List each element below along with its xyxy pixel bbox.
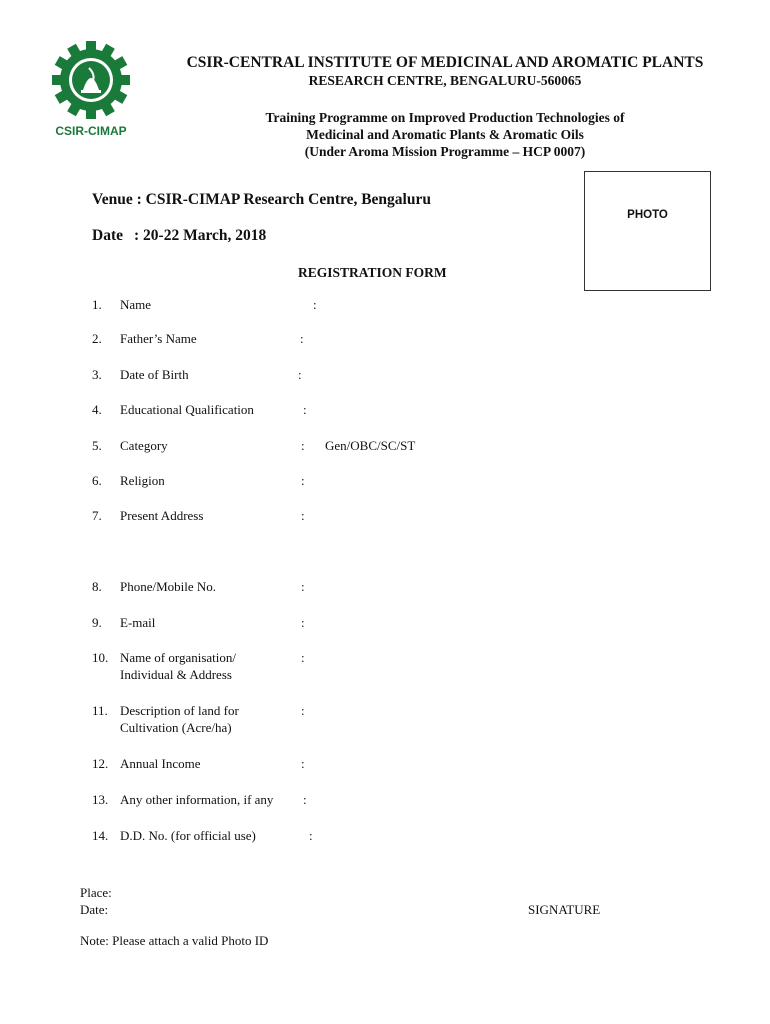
row-colon: : <box>313 297 317 312</box>
row-label: Description of land for <box>120 703 239 718</box>
row-number: 5. <box>92 438 102 453</box>
row-label: D.D. No. (for official use) <box>120 828 256 843</box>
row-number: 11. <box>92 703 108 718</box>
row-colon: : <box>301 473 305 488</box>
row-number: 3. <box>92 367 102 382</box>
photo-id-note: Note: Please attach a valid Photo ID <box>80 933 269 948</box>
date-value: : 20-22 March, 2018 <box>134 227 267 244</box>
row-number: 9. <box>92 615 102 630</box>
programme-line-3: (Under Aroma Mission Programme – HCP 0007) <box>304 144 586 159</box>
gear-tooth <box>86 41 96 53</box>
row-colon: : <box>301 438 305 453</box>
place-label: Place: <box>80 885 112 900</box>
row-label: E-mail <box>120 615 156 630</box>
row-label: Present Address <box>120 508 204 523</box>
row-label: Any other information, if any <box>120 792 274 807</box>
row-colon: : <box>301 579 305 594</box>
row-colon: : <box>303 792 307 807</box>
row-label: Annual Income <box>120 756 201 771</box>
row-colon: : <box>301 703 305 718</box>
photo-box[interactable] <box>584 171 711 291</box>
row-colon: : <box>300 331 304 346</box>
row-number: 14. <box>92 828 109 843</box>
photo-label: PHOTO <box>627 209 668 221</box>
category-options: Gen/OBC/SC/ST <box>325 438 416 453</box>
row-label: Name of organisation/ <box>120 650 237 665</box>
date-label-footer: Date: <box>80 902 109 917</box>
row-label: Category <box>120 438 168 453</box>
row-number: 8. <box>92 579 102 594</box>
row-number: 6. <box>92 473 102 488</box>
row-colon: : <box>309 828 313 843</box>
row-number: 1. <box>92 297 102 312</box>
programme-line-2: Medicinal and Aromatic Plants & Aromatic Oils <box>306 127 584 142</box>
registration-form-title: REGISTRATION FORM <box>298 265 447 280</box>
row-label: Religion <box>120 473 165 488</box>
row-label: Educational Qualification <box>120 402 254 417</box>
date-label: Date <box>92 227 123 244</box>
row-number: 12. <box>92 756 109 771</box>
programme-line-1: Training Programme on Improved Production Technologies of <box>265 110 625 125</box>
row-label: Father’s Name <box>120 331 197 346</box>
row-label: Phone/Mobile No. <box>120 579 217 594</box>
centre-subtitle: RESEARCH CENTRE, BENGALURU-560065 <box>308 73 582 88</box>
row-label-line-2: Cultivation (Acre/ha) <box>120 720 232 735</box>
row-colon: : <box>303 402 307 417</box>
row-colon: : <box>301 650 305 665</box>
row-number: 4. <box>92 402 102 417</box>
date-line <box>92 227 266 245</box>
row-label-line-2: Individual & Address <box>120 667 232 682</box>
gear-tooth <box>52 75 64 85</box>
row-label: Name <box>120 297 152 312</box>
row-label: Date of Birth <box>120 367 189 382</box>
row-colon: : <box>301 756 305 771</box>
row-colon: : <box>301 615 305 630</box>
logo-wordmark: CSIR-CIMAP <box>55 124 127 138</box>
gear-tooth <box>86 107 96 119</box>
row-number: 10. <box>92 650 109 665</box>
signature-label: SIGNATURE <box>528 902 601 917</box>
row-colon: : <box>298 367 302 382</box>
venue-line: Venue : CSIR-CIMAP Research Centre, Bengaluru <box>92 191 431 208</box>
row-colon: : <box>301 508 305 523</box>
institute-title: CSIR-CENTRAL INSTITUTE OF MEDICINAL AND AROMATIC PLANTS <box>186 54 704 71</box>
row-number: 7. <box>92 508 102 523</box>
row-number: 13. <box>92 792 109 807</box>
row-number: 2. <box>92 331 102 346</box>
